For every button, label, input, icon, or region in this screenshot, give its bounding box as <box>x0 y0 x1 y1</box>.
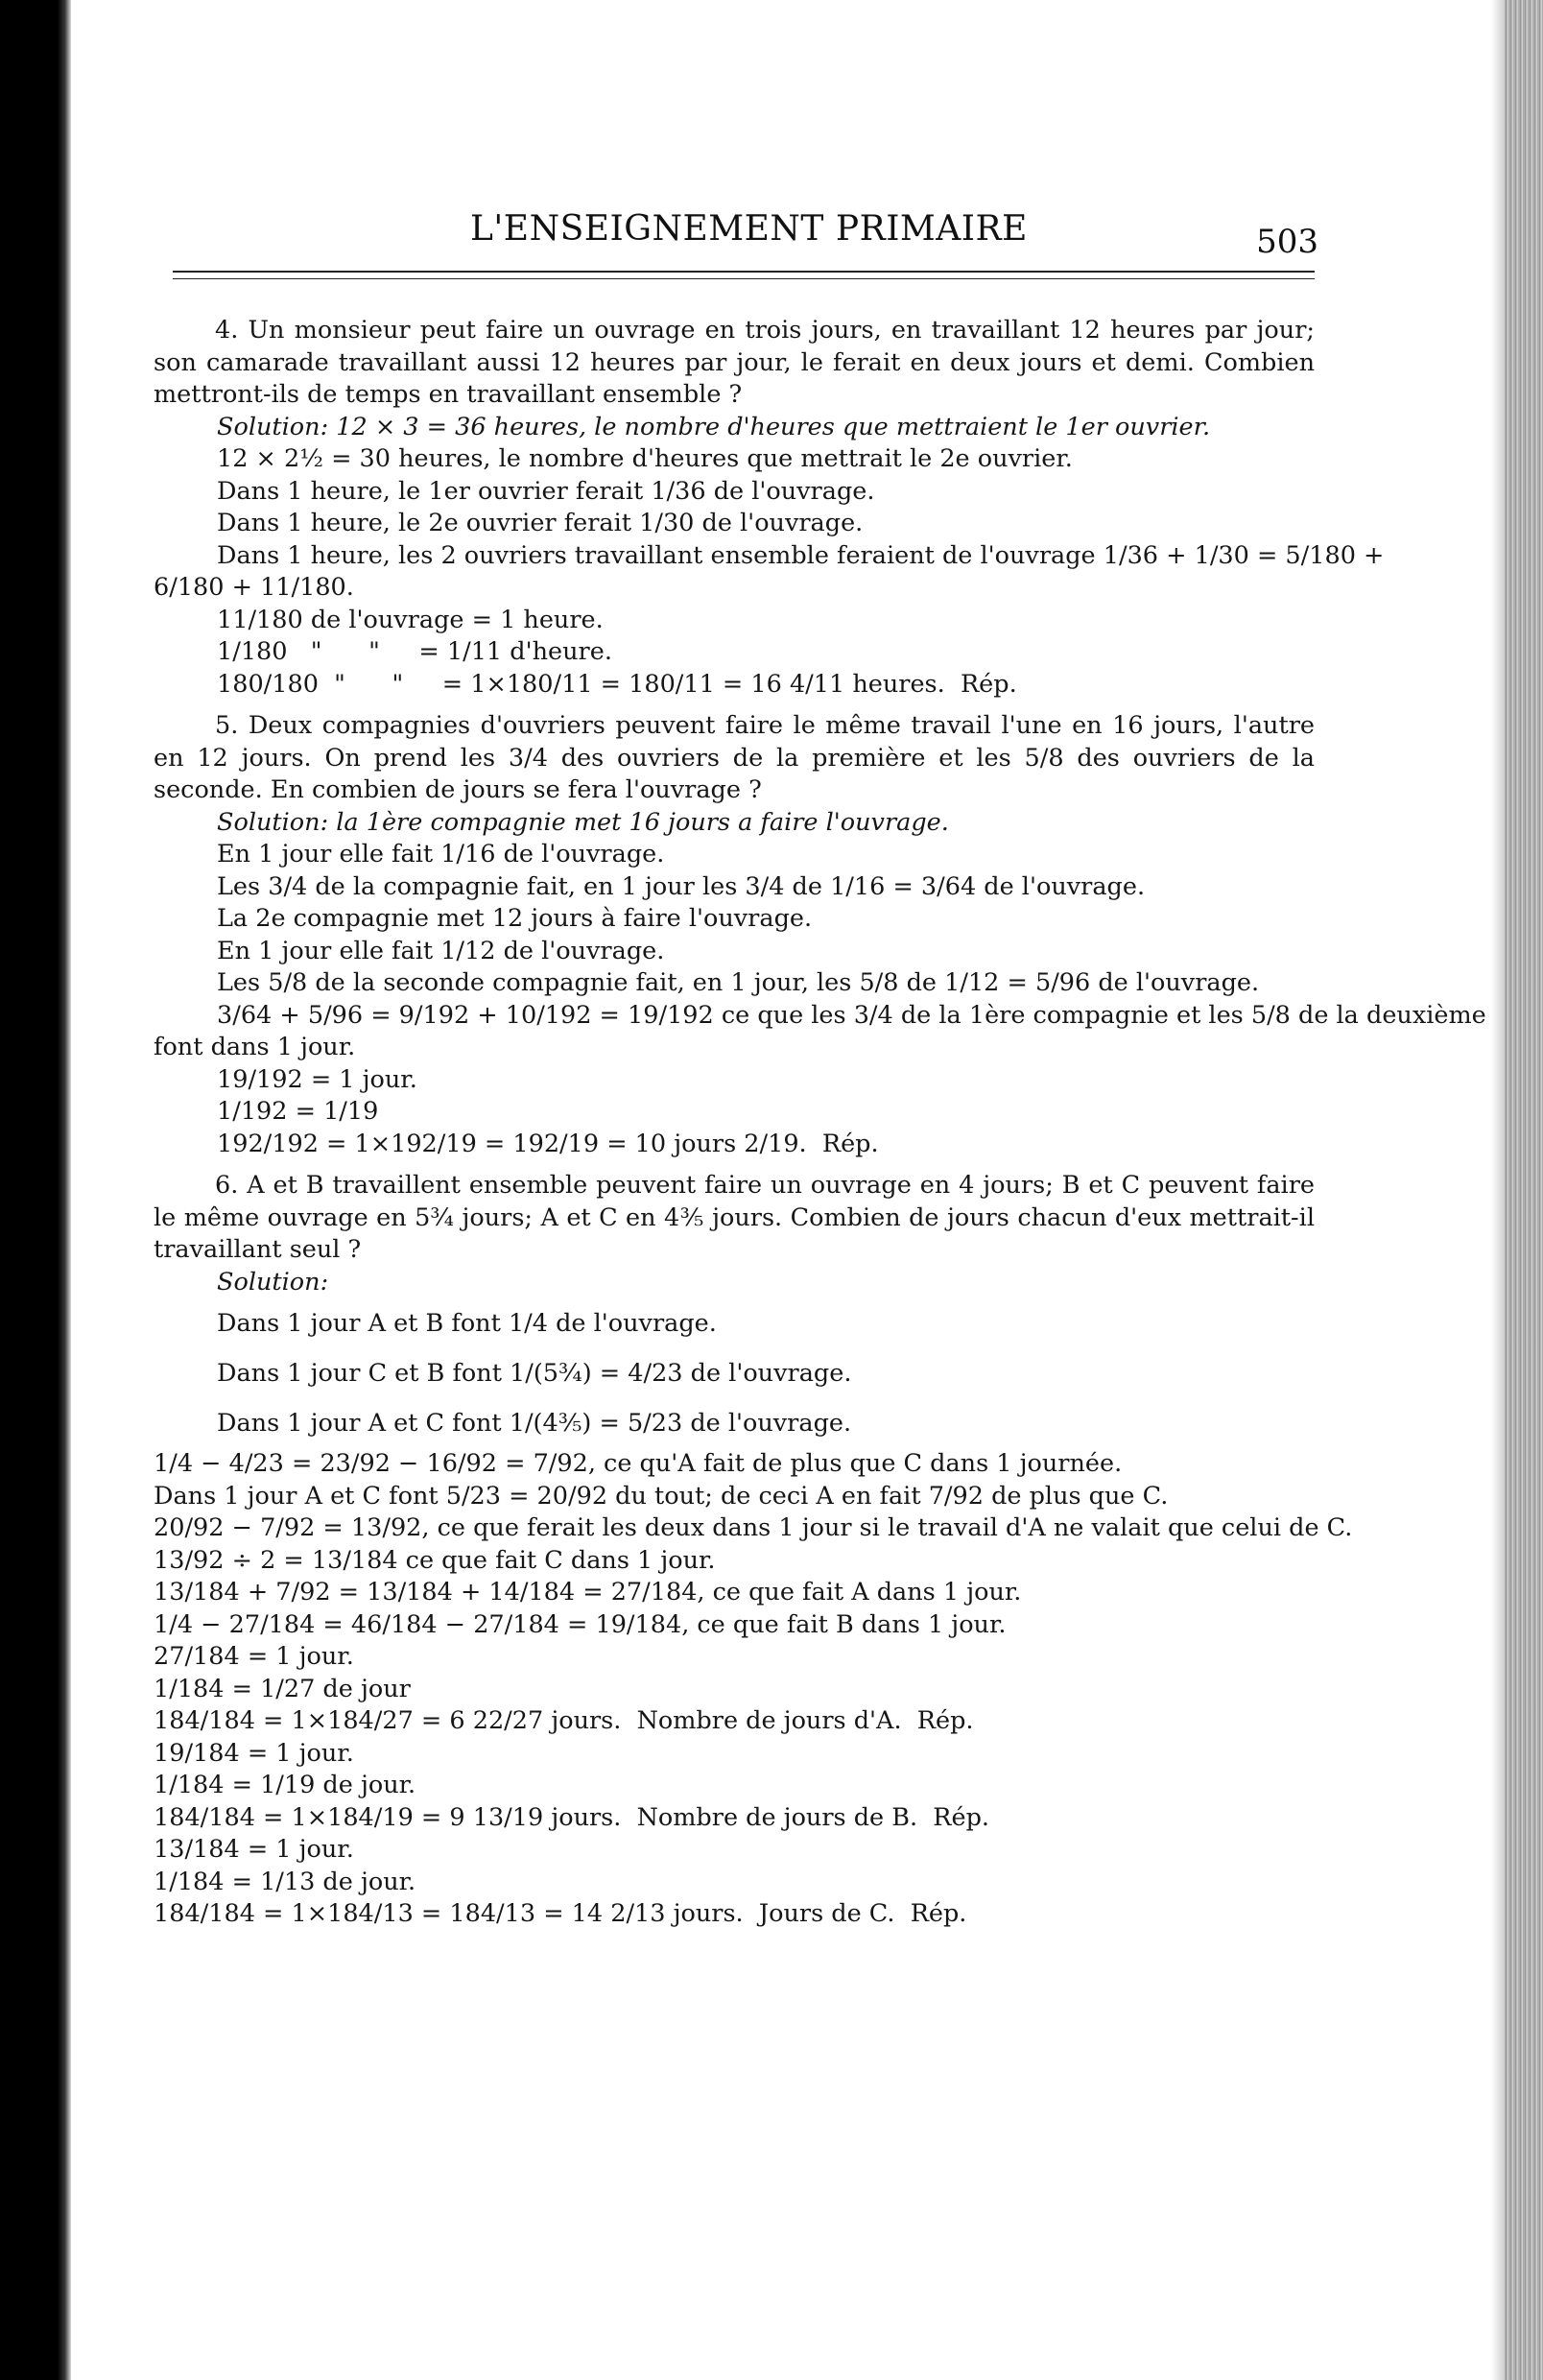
header-rule-bottom <box>173 278 1315 279</box>
solution-line: 184/184 = 1×184/19 = 9 13/19 jours. Nombre de jours de B. Rép. <box>154 1802 990 1832</box>
solution-line: font dans 1 jour. <box>154 1033 356 1061</box>
solution-line: 180/180 " " = 1×180/11 = 180/11 = 16 4/11 heures. Rép. <box>217 669 1017 699</box>
solution-line: 13/184 = 1 jour. <box>154 1835 354 1864</box>
solution-line: 6/180 + 11/180. <box>154 573 354 602</box>
solution-line: Dans 1 heure, le 1er ouvrier ferait 1/36 de l'ouvrage. <box>217 476 875 506</box>
solution-line: 1/4 − 27/184 = 46/184 − 27/184 = 19/184, ce que fait B dans 1 jour. <box>154 1609 1007 1639</box>
header-rule-top <box>173 271 1315 273</box>
solution-line: 184/184 = 1×184/27 = 6 22/27 jours. Nombre de jours d'A. Rép. <box>154 1706 974 1735</box>
binding-shadow <box>1491 0 1505 2380</box>
solution-line: Dans 1 jour A et B font 1/4 de l'ouvrage. <box>217 1309 717 1338</box>
solution-line: Solution: la 1ère compagnie met 16 jours a faire l'ouvrage. <box>217 807 949 837</box>
page-body <box>154 315 1486 1940</box>
problem-6 <box>154 1170 1353 1931</box>
solution-line: 27/184 = 1 jour. <box>154 1642 354 1671</box>
solution-line: La 2e compagnie met 12 jours à faire l'ouvrage. <box>217 904 813 933</box>
solution-line: Solution: 12 × 3 = 36 heures, le nombre d'heures que mettraient le 1er ouvrier. <box>217 412 1211 441</box>
solution-line: Dans 1 jour C et B font 1/(5¾) = 4/23 de l'ouvrage. <box>217 1359 852 1388</box>
page-left-edge <box>58 0 71 2380</box>
solution-line: En 1 jour elle fait 1/16 de l'ouvrage. <box>217 840 665 869</box>
page-stack-edge <box>1505 0 1543 2380</box>
solution-line: 184/184 = 1×184/13 = 184/13 = 14 2/13 jours. Jours de C. Rép. <box>154 1899 967 1928</box>
solution-line: Les 3/4 de la compagnie fait, en 1 jour les 3/4 de 1/16 = 3/64 de l'ouvrage. <box>217 871 1146 901</box>
solution-line: Solution: <box>217 1267 329 1297</box>
solution-line: 1/184 = 1/19 de jour. <box>154 1771 416 1799</box>
solution-line: 1/192 = 1/19 <box>217 1097 379 1126</box>
running-title: L'ENSEIGNEMENT PRIMAIRE <box>470 209 1028 249</box>
solution-line: En 1 jour elle fait 1/12 de l'ouvrage. <box>217 936 665 965</box>
solution-line: 1/180 " " = 1/11 d'heure. <box>217 637 612 666</box>
solution-line: Dans 1 jour A et C font 5/23 = 20/92 du tout; de ceci A en fait 7/92 de plus que C. <box>154 1481 1169 1511</box>
solution-line: 19/184 = 1 jour. <box>154 1738 354 1768</box>
solution-line: 1/4 − 4/23 = 23/92 − 16/92 = 7/92, ce qu'A fait de plus que C dans 1 journée. <box>154 1449 1123 1478</box>
solution-line: Dans 1 heure, les 2 ouvriers travaillant ensemble feraient de l'ouvrage 1/36 + 1/30 = 5/180 + <box>217 540 1385 570</box>
solution-line: 192/192 = 1×192/19 = 192/19 = 10 jours 2/19. Rép. <box>217 1129 879 1158</box>
solution-line: 3/64 + 5/96 = 9/192 + 10/192 = 19/192 ce que les 3/4 de la 1ère compagnie et les 5/8 de la deuxième <box>217 1000 1486 1030</box>
problem-statement: 4. Un monsieur peut faire un ouvrage en trois jours, en travaillant 12 heures par jour; son camarade travaillant aussi 12 heures par jour, le ferait en deux jours et demi. Combien mettront-ils de temps en travaillant ensemble ? <box>154 316 1315 409</box>
problem-4 <box>154 315 1385 701</box>
solution-line: 11/180 de l'ouvrage = 1 heure. <box>217 605 604 634</box>
solution-line: 20/92 − 7/92 = 13/92, ce que ferait les deux dans 1 jour si le travail d'A ne valait que celui de C. <box>154 1513 1353 1542</box>
solution-line: 19/192 = 1 jour. <box>217 1064 417 1094</box>
running-header <box>173 202 1318 261</box>
problem-statement: 5. Deux compagnies d'ouvriers peuvent faire le même travail l'une en 16 jours, l'autre en 12 jours. On prend les 3/4 des ouvriers de la première et les 5/8 des ouvriers de la seconde. En combien de jours se fera l'ouvrage ? <box>154 711 1315 804</box>
solution-line: 13/92 ÷ 2 = 13/184 ce que fait C dans 1 jour. <box>154 1545 716 1575</box>
solution-line: Les 5/8 de la seconde compagnie fait, en 1 jour, les 5/8 de 1/12 = 5/96 de l'ouvrage. <box>217 968 1260 997</box>
solution-line: 1/184 = 1/13 de jour. <box>154 1867 416 1896</box>
solution-line: Dans 1 jour A et C font 1/(4⅗) = 5/23 de l'ouvrage. <box>217 1409 852 1438</box>
solution-line: 1/184 = 1/27 de jour <box>154 1674 411 1703</box>
page-number: 503 <box>1256 223 1318 261</box>
problem-statement: 6. A et B travaillent ensemble peuvent faire un ouvrage en 4 jours; B et C peuvent faire le même ouvrage en 5¾ jours; A et C en 4⅗ jours. Combien de jours chacun d'eux mettrait-il travaillant seul ? <box>154 1171 1315 1264</box>
solution-line: 13/184 + 7/92 = 13/184 + 14/184 = 27/184, ce que fait A dans 1 jour. <box>154 1578 1022 1606</box>
solution-line: 12 × 2½ = 30 heures, le nombre d'heures que mettrait le 2e ouvrier. <box>217 444 1073 473</box>
solution-line: Dans 1 heure, le 2e ouvrier ferait 1/30 de l'ouvrage. <box>217 509 864 537</box>
problem-5 <box>154 710 1486 1160</box>
